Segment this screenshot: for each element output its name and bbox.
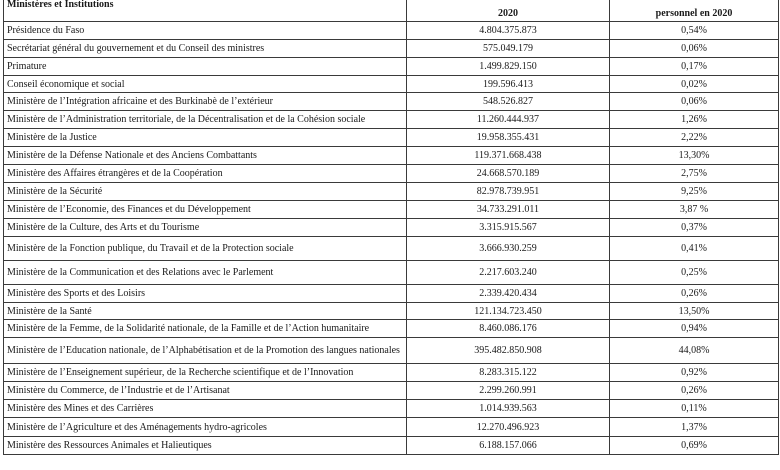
share-cell: 0,17% — [610, 58, 779, 76]
table-row — [4, 165, 779, 183]
amount-cell: 2.299.260.991 — [407, 382, 610, 400]
table-row — [4, 111, 779, 129]
share-cell: 13,30% — [610, 147, 779, 165]
ministry-name-cell: Ministère de l’Education nationale, de l’Alphabétisation et de la Promotion des langues nationales — [4, 338, 407, 364]
table-row — [4, 129, 779, 147]
amount-cell: 3.315.915.567 — [407, 219, 610, 237]
share-cell: 0,11% — [610, 400, 779, 418]
table-row — [4, 261, 779, 285]
ministry-name-cell: Ministère de l’Administration territoriale, de la Décentralisation et de la Cohésion sociale — [4, 111, 407, 129]
table-row — [4, 364, 779, 382]
amount-cell: 4.804.375.873 — [407, 22, 610, 40]
share-cell: 3,87 % — [610, 201, 779, 219]
share-cell: 0,94% — [610, 320, 779, 338]
amount-cell: 199.596.413 — [407, 76, 610, 93]
share-cell: 0,37% — [610, 219, 779, 237]
share-cell: 0,26% — [610, 382, 779, 400]
table-row — [4, 303, 779, 320]
ministry-name-cell: Présidence du Faso — [4, 22, 407, 40]
share-cell: 0,02% — [610, 76, 779, 93]
share-cell: 0,92% — [610, 364, 779, 382]
ministry-name-cell: Ministère de l’Economie, des Finances et du Développement — [4, 201, 407, 219]
table-row — [4, 147, 779, 165]
ministry-name-cell: Ministère de la Culture, des Arts et du Tourisme — [4, 219, 407, 237]
share-cell: 1,37% — [610, 418, 779, 437]
ministry-name-cell: Ministère de la Fonction publique, du Travail et de la Protection sociale — [4, 237, 407, 261]
table-row — [4, 400, 779, 418]
header-ministries: Ministères et Institutions — [4, 0, 407, 22]
header-share-personnel: personnel en 2020 — [610, 0, 779, 22]
share-cell: 44,08% — [610, 338, 779, 364]
ministry-name-cell: Conseil économique et social — [4, 76, 407, 93]
amount-cell: 19.958.355.431 — [407, 129, 610, 147]
table-row — [4, 22, 779, 40]
ministry-name-cell: Ministère de la Communication et des Relations avec le Parlement — [4, 261, 407, 285]
budget-document — [3, 0, 778, 455]
ministry-name-cell: Primature — [4, 58, 407, 76]
header-row — [4, 0, 779, 22]
share-cell: 13,50% — [610, 303, 779, 320]
amount-cell: 12.270.496.923 — [407, 418, 610, 437]
ministry-name-cell: Secrétariat général du gouvernement et du Conseil des ministres — [4, 40, 407, 58]
table-row — [4, 40, 779, 58]
table-row — [4, 219, 779, 237]
ministry-name-cell: Ministère de l’Agriculture et des Aménagements hydro-agricoles — [4, 418, 407, 437]
ministry-name-cell: Ministère des Mines et des Carrières — [4, 400, 407, 418]
table-row — [4, 76, 779, 93]
table-row — [4, 437, 779, 455]
amount-cell: 24.668.570.189 — [407, 165, 610, 183]
amount-cell: 2.217.603.240 — [407, 261, 610, 285]
table-row — [4, 58, 779, 76]
amount-cell: 8.283.315.122 — [407, 364, 610, 382]
amount-cell: 548.526.827 — [407, 93, 610, 111]
amount-cell: 121.134.723.450 — [407, 303, 610, 320]
share-cell: 0,41% — [610, 237, 779, 261]
ministry-name-cell: Ministère des Affaires étrangères et de la Coopération — [4, 165, 407, 183]
table-row — [4, 285, 779, 303]
share-cell: 0,06% — [610, 93, 779, 111]
ministry-name-cell: Ministère de la Sécurité — [4, 183, 407, 201]
table-row — [4, 320, 779, 338]
amount-cell: 82.978.739.951 — [407, 183, 610, 201]
amount-cell: 395.482.850.908 — [407, 338, 610, 364]
table-row — [4, 183, 779, 201]
ministry-name-cell: Ministère de la Justice — [4, 129, 407, 147]
table-row — [4, 93, 779, 111]
ministry-name-cell: Ministère des Sports et des Loisirs — [4, 285, 407, 303]
ministry-name-cell: Ministère de l’Enseignement supérieur, de la Recherche scientifique et de l’Innovation — [4, 364, 407, 382]
table-row — [4, 338, 779, 364]
table-row — [4, 382, 779, 400]
ministry-name-cell: Ministère de la Femme, de la Solidarité nationale, de la Famille et de l’Action humanitaire — [4, 320, 407, 338]
share-cell: 0,06% — [610, 40, 779, 58]
share-cell: 2,75% — [610, 165, 779, 183]
share-cell: 2,22% — [610, 129, 779, 147]
table-body — [4, 22, 779, 455]
share-cell: 0,54% — [610, 22, 779, 40]
amount-cell: 1.499.829.150 — [407, 58, 610, 76]
header-amount-2020: 2020 — [407, 0, 610, 22]
share-cell: 0,26% — [610, 285, 779, 303]
share-cell: 9,25% — [610, 183, 779, 201]
share-cell: 0,25% — [610, 261, 779, 285]
amount-cell: 119.371.668.438 — [407, 147, 610, 165]
ministry-name-cell: Ministère de la Défense Nationale et des Anciens Combattants — [4, 147, 407, 165]
table-row — [4, 237, 779, 261]
ministry-name-cell: Ministère du Commerce, de l’Industrie et de l’Artisanat — [4, 382, 407, 400]
amount-cell: 2.339.420.434 — [407, 285, 610, 303]
share-cell: 0,69% — [610, 437, 779, 455]
amount-cell: 8.460.086.176 — [407, 320, 610, 338]
ministry-name-cell: Ministère de l’Intégration africaine et des Burkinabè de l’extérieur — [4, 93, 407, 111]
table-row — [4, 201, 779, 219]
amount-cell: 34.733.291.011 — [407, 201, 610, 219]
ministry-name-cell: Ministère de la Santé — [4, 303, 407, 320]
ministry-name-cell: Ministère des Ressources Animales et Halieutiques — [4, 437, 407, 455]
ministries-budget-table — [3, 0, 779, 455]
amount-cell: 11.260.444.937 — [407, 111, 610, 129]
amount-cell: 1.014.939.563 — [407, 400, 610, 418]
table-row — [4, 418, 779, 437]
amount-cell: 6.188.157.066 — [407, 437, 610, 455]
amount-cell: 3.666.930.259 — [407, 237, 610, 261]
share-cell: 1,26% — [610, 111, 779, 129]
amount-cell: 575.049.179 — [407, 40, 610, 58]
